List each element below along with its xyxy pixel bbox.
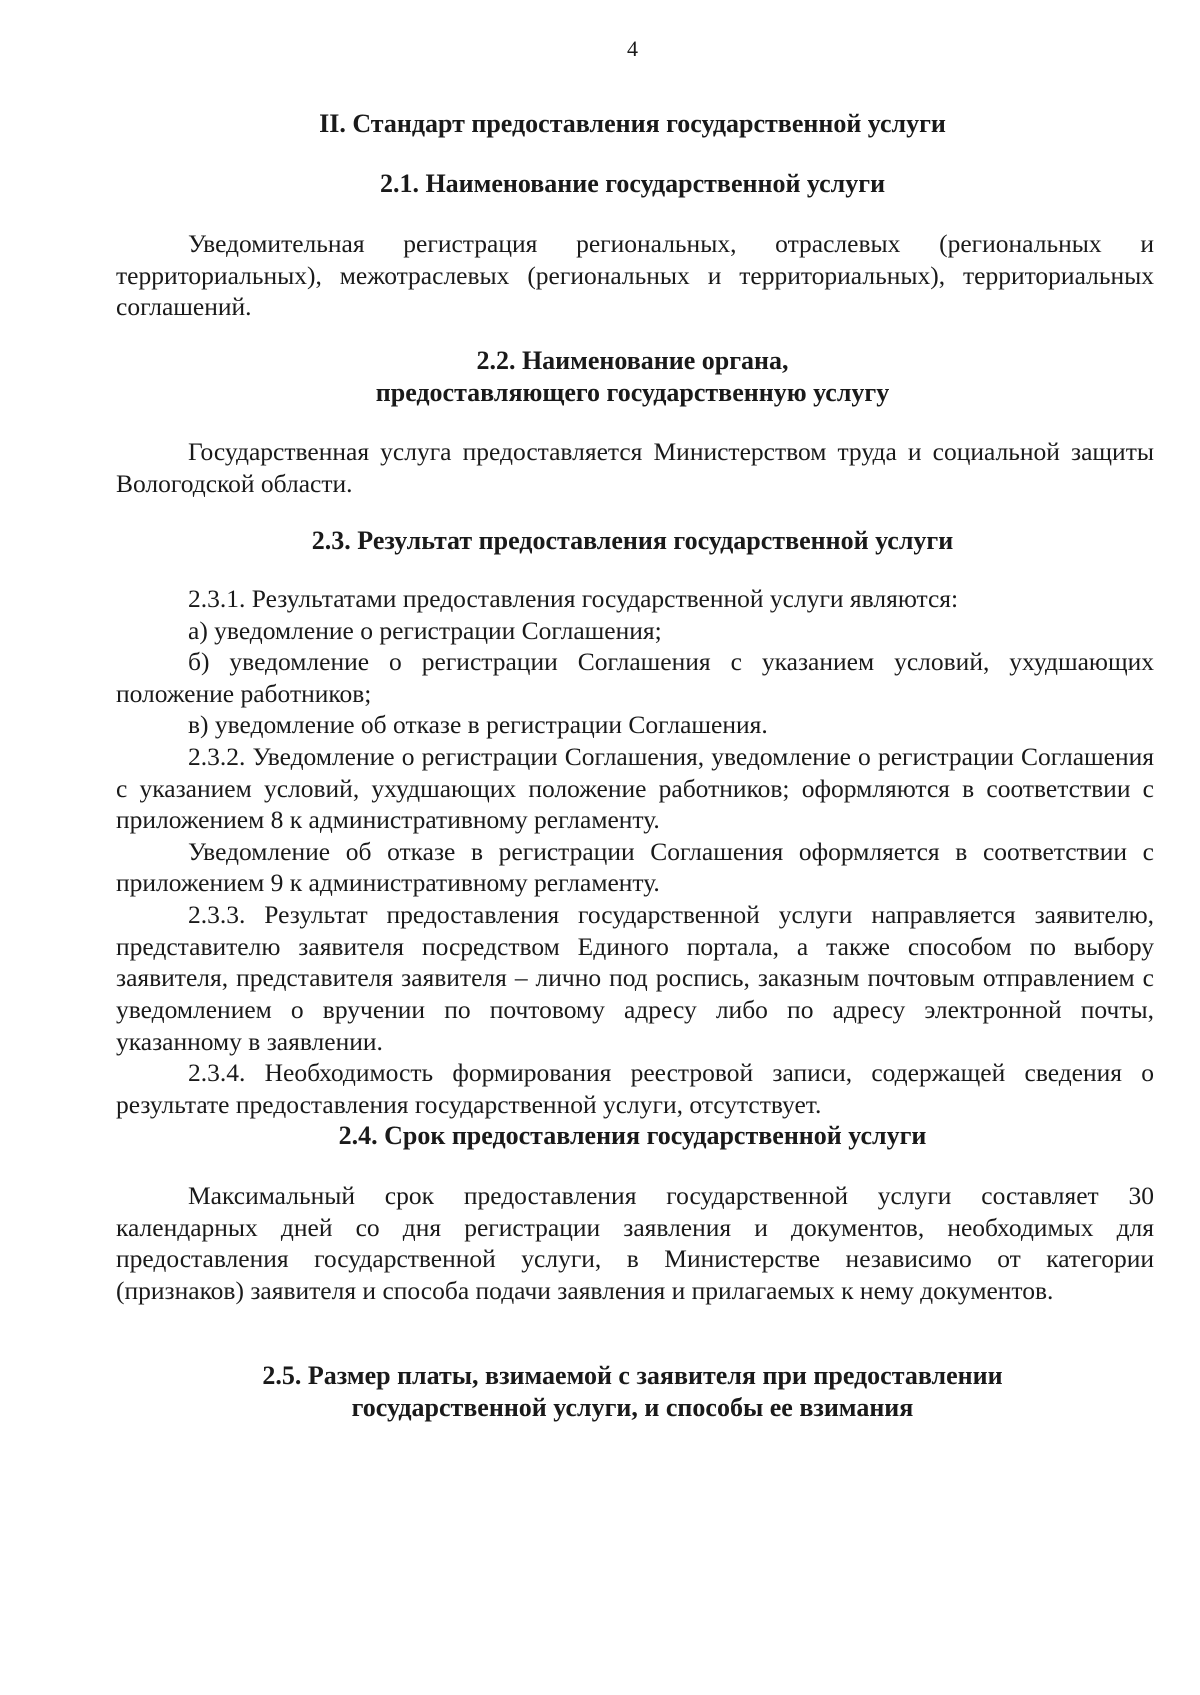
paragraph: Уведомление об отказе в регистрации Соглашения оформляется в соответствии с приложением 9 к административному регламенту. bbox=[116, 836, 1154, 898]
heading-2-1: 2.1. Наименование государственной услуги bbox=[379, 169, 886, 198]
list-item-a: а) уведомление о регистрации Соглашения; bbox=[188, 615, 662, 645]
heading-2-5-line1: 2.5. Размер платы, взимаемой с заявителя при предоставлении bbox=[262, 1361, 1003, 1390]
heading-2-5-line2: государственной услуги, и способы ее взимания bbox=[351, 1393, 914, 1422]
heading-2-4: 2.4. Срок предоставления государственной услуги bbox=[338, 1121, 927, 1150]
heading-2-2-line1: 2.2. Наименование органа, bbox=[476, 346, 789, 375]
section-title: II. Стандарт предоставления государственной услуги bbox=[319, 109, 946, 138]
paragraph: Уведомительная регистрация региональных, отраслевых (региональных и территориальных), межотраслевых (региональных и территориальных), территориальных соглашений. bbox=[116, 229, 1154, 322]
list-item-v: в) уведомление об отказе в регистрации Соглашения. bbox=[188, 710, 768, 740]
paragraph: 2.3.2. Уведомление о регистрации Соглашения, уведомление о регистрации Соглашения с указанием условий, ухудшающих положение работников; оформляются в соответствии с приложением 8 к административному регламенту. bbox=[116, 742, 1154, 835]
heading-2-3: 2.3. Результат предоставления государственной услуги bbox=[311, 526, 954, 555]
heading-2-2-line2: предоставляющего государственную услугу bbox=[375, 378, 890, 407]
section-2-3-body bbox=[116, 583, 1154, 1120]
section-2-2-body bbox=[116, 436, 1154, 499]
section-2-4-body bbox=[116, 1180, 1154, 1306]
page-number: 4 bbox=[627, 36, 638, 61]
list-item-b: б) уведомление о регистрации Соглашения с указанием условий, ухудшающих положение работников; bbox=[116, 647, 1154, 708]
paragraph: 2.3.4. Необходимость формирования реестровой записи, содержащей сведения о результате предоставления государственной услуги, отсутствует. bbox=[116, 1058, 1154, 1119]
paragraph: Максимальный срок предоставления государственной услуги составляет 30 календарных дней со дня регистрации заявления и документов, необходимых для предоставления государственной услуги, в Министерстве независимо от категории (признаков) заявителя и способа подачи заявления и прилагаемых к нему документов. bbox=[116, 1181, 1154, 1305]
paragraph: 2.3.3. Результат предоставления государственной услуги направляется заявителю, представителю заявителя посредством Единого портала, а также способом по выбору заявителя, представителя заявителя – лично под роспись, заказным почтовым отправлением с уведомлением о вручении по почтовому адресу либо по адресу электронной почты, указанному в заявлении. bbox=[116, 900, 1154, 1056]
paragraph: 2.3.1. Результатами предоставления государственной услуги являются: bbox=[188, 584, 959, 613]
paragraph: Государственная услуга предоставляется Министерством труда и социальной защиты Вологодской области. bbox=[116, 437, 1154, 498]
section-2-1-body bbox=[116, 228, 1154, 323]
